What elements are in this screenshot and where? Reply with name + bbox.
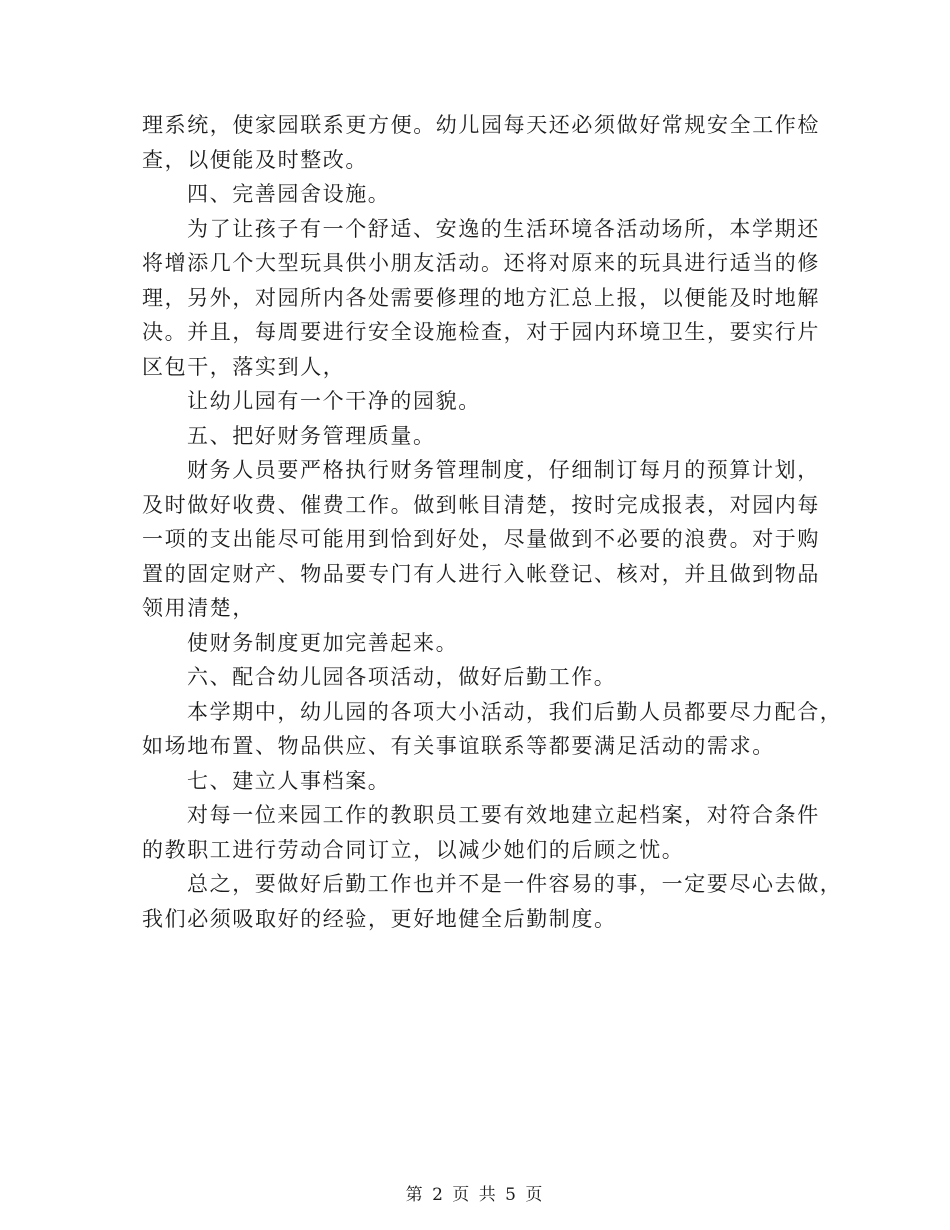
paragraph-line: 将增添几个大型玩具供小朋友活动。还将对原来的玩具进行适当的修 (142, 251, 820, 275)
paragraph-line: 让幼儿园有一个干净的园貌。 (187, 389, 481, 413)
paragraph-line: 及时做好收费、催费工作。做到帐目清楚，按时完成报表，对园内每 (142, 492, 820, 517)
section-heading: 七、建立人事档案。 (187, 768, 391, 793)
paragraph-line: 理系统，使家园联系更方便。幼儿园每天还必须做好常规安全工作检 (142, 113, 820, 137)
paragraph-line: 使财务制度更加完善起来。 (187, 630, 459, 655)
paragraph-line: 财务人员要严格执行财务管理制度，仔细制订每月的预算计划， (187, 458, 820, 482)
paragraph-line: 领用清楚， (142, 596, 255, 620)
section-heading: 六、配合幼儿园各项活动，做好后勤工作。 (187, 665, 617, 689)
paragraph-line: 如场地布置、物品供应、有关事谊联系等都要满足活动的需求。 (142, 734, 775, 758)
paragraph-line: 一项的支出能尽可能用到恰到好处，尽量做到不必要的浪费。对于购 (142, 527, 820, 551)
page-number-footer: 第 2 页 共 5 页 (405, 1185, 545, 1205)
paragraph-line: 理，另外，对园所内各处需要修理的地方汇总上报，以便能及时地解 (142, 285, 820, 310)
paragraph-line: 查，以便能及时整改。 (142, 147, 368, 172)
paragraph-line: 置的固定财产、物品要专门有人进行入帐登记、核对，并且做到物品 (142, 561, 820, 586)
paragraph-line: 对每一位来园工作的教职员工要有效地建立起档案，对符合条件 (187, 803, 820, 827)
paragraph-line: 我们必须吸取好的经验，更好地健全后勤制度。 (142, 906, 617, 931)
paragraph-line: 决。并且，每周要进行安全设施检查，对于园内环境卫生，要实行片 (142, 320, 820, 344)
paragraph-line: 为了让孩子有一个舒适、安逸的生活环境各活动场所，本学期还 (187, 216, 820, 241)
section-heading: 四、完善园舍设施。 (187, 182, 391, 206)
paragraph-line: 本学期中，幼儿园的各项大小活动，我们后勤人员都要尽力配合， (187, 699, 843, 724)
document-body (142, 108, 843, 936)
paragraph-line: 区包干，落实到人， (142, 354, 346, 379)
paragraph-line: 的教职工进行劳动合同订立，以减少她们的后顾之忧。 (142, 837, 685, 862)
paragraph-line: 总之，要做好后勤工作也并不是一件容易的事，一定要尽心去做， (187, 872, 843, 896)
section-heading: 五、把好财务管理质量。 (187, 423, 436, 448)
